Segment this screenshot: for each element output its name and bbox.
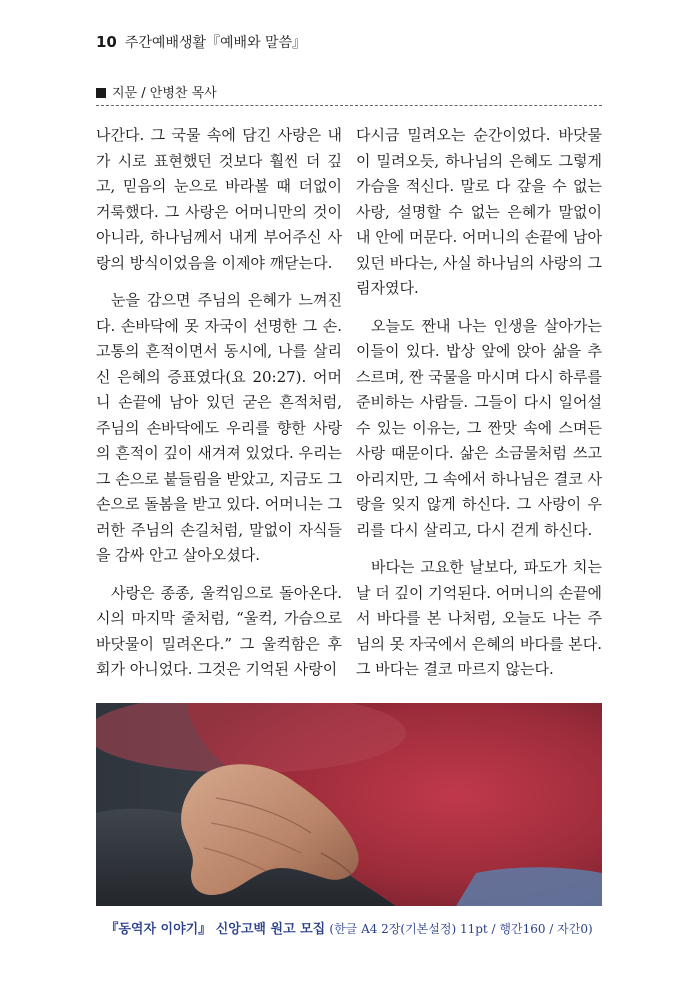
paragraph: 사랑은 종종, 울컥임으로 돌아온다. 시의 마지막 줄처럼, “울컥, 가슴으로 바닷물이 밀려온다.” 그 울컥함은 후회가 아니었다. 그것은 기억된 사랑이 [96, 583, 342, 678]
publication-title: 주간예배생활『예배와 말씀』 [124, 35, 307, 51]
paragraph: 나간다. 그 국물 속에 담긴 사랑은 내가 시로 표현했던 것보다 훨씬 더 깊고, 믿음의 눈으로 바라볼 때 더없이 거룩했다. 그 사랑은 어머니만의 것이 아니라, 하나님께서 내게 부어주신 사랑의 방식이었음을 이제야 깨닫는다. [96, 126, 342, 272]
paragraph: 눈을 감으면 주님의 은혜가 느껴진다. 손바닥에 못 자국이 선명한 그 손. 고통의 흔적이면서 동시에, 나를 살리신 은혜의 증표였다(요 20:27). 어머니 손끝에 남아 있던 굳은 흔적처럼, 주님의 손바닥에도 우리를 향한 사랑의 흔적이 깊이 새겨져 있었다. 우리는 그 손으로 붙들림을 받았고, 지금도 그 손으로 돌봄을 받고 있다. 어머니는 그러한 주님의 손길처럼, 말없이 자식들을 감싸 안고 살아오셨다. [96, 291, 342, 564]
right-column [356, 123, 602, 695]
author-line [96, 82, 602, 106]
notice-detail: (한글 A4 2장(기본설정) 11pt / 행간160 / 자간0) [329, 922, 593, 936]
paragraph: 다시금 밀려오는 순간이었다. 바닷물이 밀려오듯, 하나님의 은혜도 그렇게 가슴을 적신다. 말로 다 갚을 수 없는 사랑, 설명할 수 없는 은혜가 말없이 내 안에 머문다. 어머니의 손끝에 남아 있던 바다는, 사실 하나님의 사랑의 그림자였다. [356, 126, 602, 297]
page-number: 10 [96, 33, 117, 51]
author-text: 지문 / 안병찬 목사 [112, 86, 217, 101]
notice-title: 『동역자 이야기』 신앙고백 원고 모집 [105, 922, 326, 937]
page-header [96, 32, 616, 52]
elderly-hand-photo [96, 703, 602, 906]
paragraph: 바다는 고요한 날보다, 파도가 치는 날 더 깊이 기억된다. 어머니의 손끝에서 바다를 본 나처럼, 오늘도 나는 주님의 못 자국에서 은혜의 바다를 본다. 그 바다는 결코 마르지 않는다. [356, 558, 602, 678]
paragraph: 오늘도 짠내 나는 인생을 살아가는 이들이 있다. 밥상 앞에 앉아 삶을 추스르며, 짠 국물을 마시며 다시 하루를 준비하는 사람들. 그들이 다시 일어설 수 있는 이유는, 그 짠맛 속에 스며든 사랑 때문이다. 삶은 소금물처럼 쓰고 아리지만, 그 속에서 하나님은 결코 사랑을 잊지 않게 하신다. 그 사랑이 우리를 다시 살리고, 다시 걷게 하신다. [356, 316, 602, 539]
black-square-icon [96, 88, 106, 98]
left-column [96, 123, 342, 695]
submission-notice [96, 918, 602, 937]
